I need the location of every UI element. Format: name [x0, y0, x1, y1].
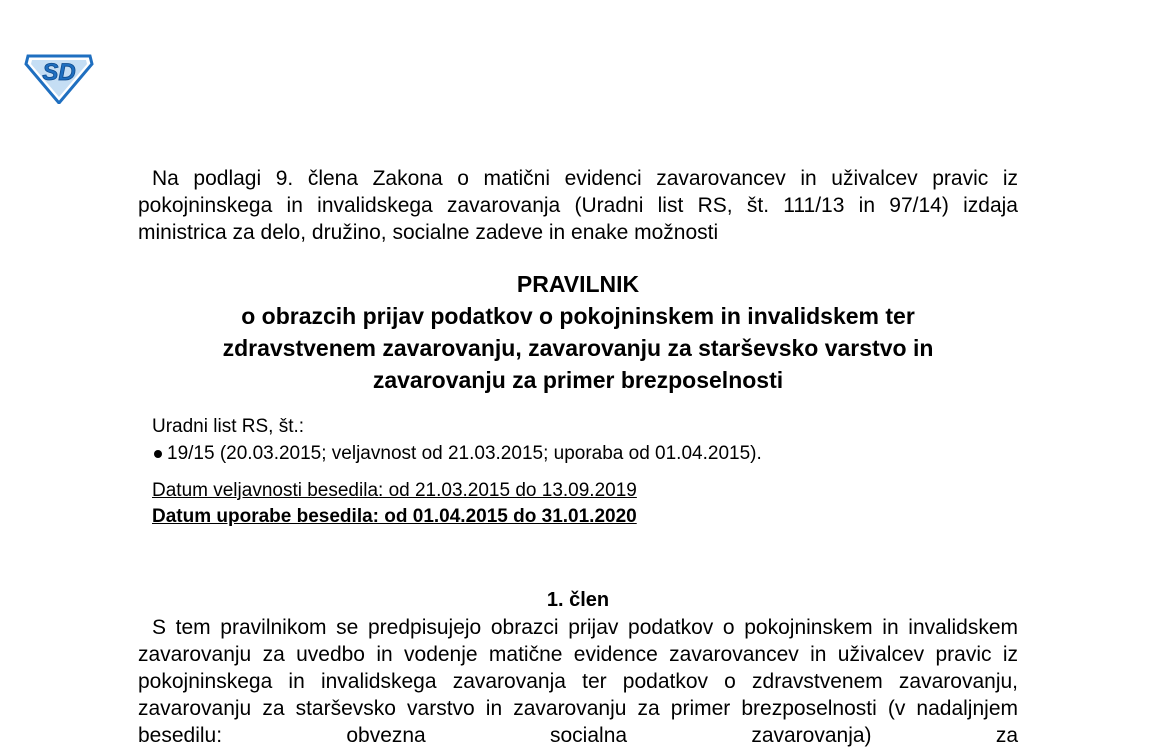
title-main: PRAVILNIK [516, 271, 640, 297]
sd-logo-icon [22, 48, 96, 104]
document-title [138, 268, 1018, 396]
publication-label: Uradni list RS, št.: [152, 416, 305, 437]
bullet-icon [154, 450, 162, 458]
article-text: S tem pravilnikom se predpisujejo obrazci prijav podatkov o pokojninskem in invalidskem zavarovanju za uvedbo in vodenje matične evidence zavarovancev in uživalcev pravic iz pokojninskega in invalidskega zavarovanja ter podatkov o zdravstvenem zavarovanju, zavarovanju za starševsko varstvo in zavarovanju za primer brezposelnosti (v nadaljnjem besedilu: obvezna socialna zavarovanja) za [138, 616, 1018, 747]
publication-entry-row [152, 440, 1018, 467]
validity-dates [138, 478, 1018, 530]
use-date: Datum uporabe besedila: od 01.04.2015 do 31.01.2020 [152, 506, 637, 527]
document-page [138, 165, 1018, 749]
intro-paragraph: Na podlagi 9. člena Zakona o matični evidenci zavarovancev in uživalcev pravic iz pokojninskega in invalidskega zavarovanja (Uradni list RS, št. 111/13 in 97/14) izdaja ministrica za delo, družino, socialne zadeve in enake možnosti [138, 167, 1018, 244]
publication-info [138, 413, 1018, 467]
publication-entry: 19/15 (20.03.2015; veljavnost od 21.03.2015; uporaba od 01.04.2015). [167, 443, 762, 464]
article-heading: 1. člen [546, 589, 610, 611]
title-subtitle: o obrazcih prijav podatkov o pokojninskem in invalidskem ter zdravstvenem zavarovanju, zavarovanju za starševsko varstvo in zavarovanju za primer brezposelnosti [222, 303, 934, 393]
svg-text:SD: SD [42, 59, 76, 86]
validity-date: Datum veljavnosti besedila: od 21.03.2015 do 13.09.2019 [152, 480, 637, 501]
